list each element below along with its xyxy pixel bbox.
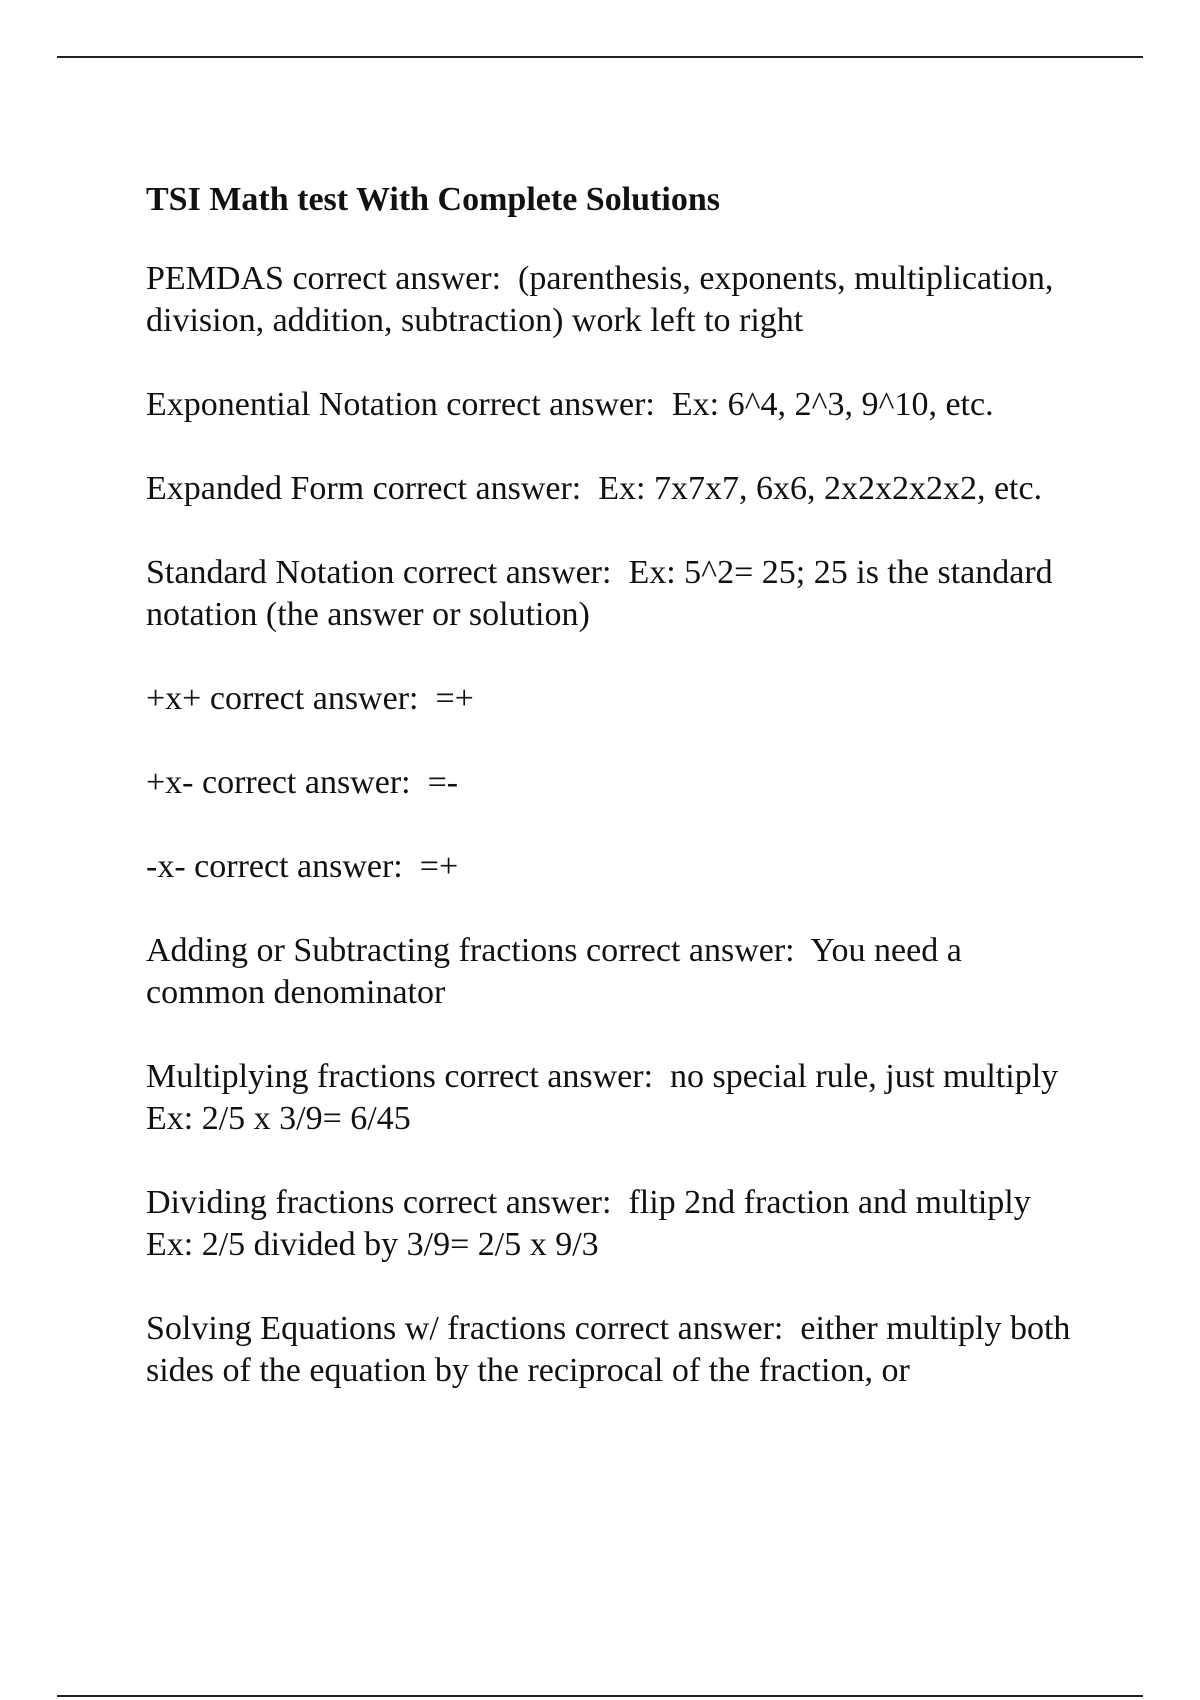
document-title: TSI Math test With Complete Solutions xyxy=(146,181,720,218)
entry-answer: no special rule, just multiply Ex: 2/5 x 3/9= 6/45 xyxy=(146,1058,1067,1137)
entry-adding-subtracting-fractions xyxy=(146,930,1086,1014)
entry-term: Multiplying fractions xyxy=(146,1058,436,1095)
footer-rule xyxy=(57,1695,1143,1697)
entry-plus-times-plus xyxy=(146,678,1086,720)
entry-answer: =- xyxy=(427,764,459,801)
entry-term: Solving Equations w/ fractions xyxy=(146,1310,567,1347)
entry-minus-times-minus xyxy=(146,846,1086,888)
entry-term: -x- xyxy=(146,848,186,885)
entry-term: Exponential Notation xyxy=(146,386,438,423)
entry-term: Adding or Subtracting fractions xyxy=(146,932,578,969)
entry-answer: =+ xyxy=(419,848,459,885)
entry-term: +x+ xyxy=(146,680,202,717)
entry-separator: correct answer: xyxy=(283,260,519,297)
document-body xyxy=(146,180,1086,1434)
entry-separator: correct answer: xyxy=(193,764,428,801)
entry-answer: either multiply both sides of the equation by the reciprocal of the fraction, or xyxy=(146,1310,1079,1389)
entry-answer: You need a common denominator xyxy=(146,932,971,1011)
entry-answer: (parenthesis, exponents, multiplication, division, addition, subtraction) work left to right xyxy=(146,260,1062,339)
entry-separator: correct answer: xyxy=(364,470,599,507)
entry-dividing-fractions xyxy=(146,1182,1086,1266)
entry-plus-times-minus xyxy=(146,762,1086,804)
entry-multiplying-fractions xyxy=(146,1056,1086,1140)
header-rule xyxy=(57,56,1143,58)
entry-answer: Ex: 7x7x7, 6x6, 2x2x2x2x2, etc. xyxy=(598,470,1043,507)
entry-solving-equations-fractions xyxy=(146,1308,1086,1392)
entry-separator: correct answer: xyxy=(394,1184,629,1221)
entry-term: Standard Notation xyxy=(146,554,395,591)
entry-separator: correct answer: xyxy=(185,848,420,885)
entry-term: Dividing fractions xyxy=(146,1184,395,1221)
entry-expanded-form xyxy=(146,468,1086,510)
entry-standard-notation xyxy=(146,552,1086,636)
entry-pemdas xyxy=(146,258,1086,342)
entry-answer: Ex: 6^4, 2^3, 9^10, etc. xyxy=(671,386,994,423)
entry-answer: =+ xyxy=(435,680,474,717)
entry-separator: correct answer: xyxy=(394,554,629,591)
entry-separator: correct answer: xyxy=(577,932,811,969)
entry-separator: correct answer: xyxy=(437,386,672,423)
entry-term: +x- xyxy=(146,764,194,801)
entry-separator: correct answer: xyxy=(435,1058,671,1095)
entry-answer: Ex: 5^2= 25; 25 is the standard notation (the answer or solution) xyxy=(146,554,1062,633)
entry-separator: correct answer: xyxy=(566,1310,801,1347)
entry-separator: correct answer: xyxy=(201,680,436,717)
entry-term: Expanded Form xyxy=(146,470,365,507)
entry-answer: flip 2nd fraction and multiply Ex: 2/5 divided by 3/9= 2/5 x 9/3 xyxy=(146,1184,1040,1263)
entry-exponential-notation xyxy=(146,384,1086,426)
entry-term: PEMDAS xyxy=(146,260,284,297)
